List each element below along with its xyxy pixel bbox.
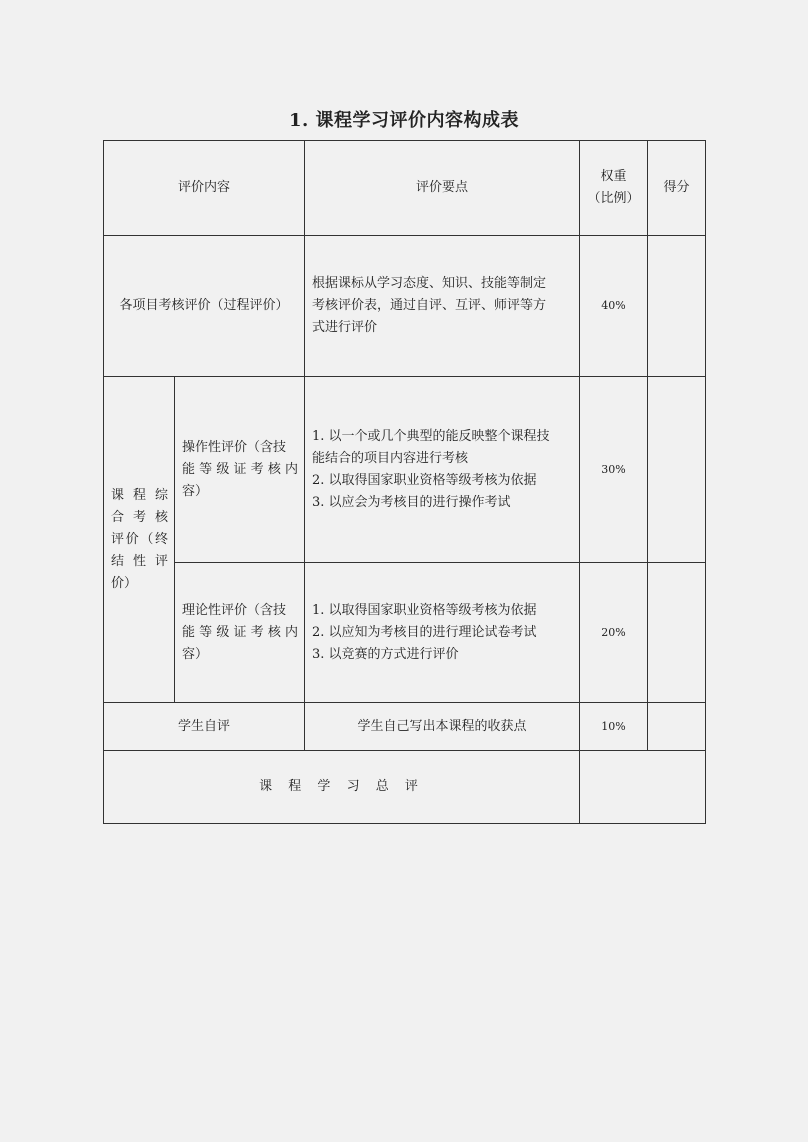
theory-weight: 20%	[580, 563, 648, 703]
theory-points-line-3: 3. 以竞赛的方式进行评价	[312, 646, 459, 662]
theory-content-line-3: 容）	[182, 646, 209, 662]
header-weight	[580, 141, 648, 236]
theory-points-line-1: 1. 以取得国家职业资格等级考核为依据	[312, 602, 537, 618]
operation-points-line-2: 能结合的项目内容进行考核	[312, 450, 469, 466]
operation-content-line-1: 操作性评价（含技	[182, 439, 287, 455]
summative-label	[104, 377, 175, 703]
self-weight: 10%	[580, 703, 648, 751]
theory-content	[175, 563, 305, 703]
project-score	[648, 236, 706, 377]
evaluation-table	[103, 140, 706, 824]
operation-points	[305, 377, 580, 563]
table-row-project	[104, 236, 706, 377]
operation-score	[648, 377, 706, 563]
header-weight-line2: （比例）	[587, 191, 640, 206]
header-content: 评价内容	[104, 141, 305, 236]
table-row-theory	[104, 563, 706, 703]
table-row-operation	[104, 377, 706, 563]
summative-label-line-1: 课 程 综	[111, 487, 168, 503]
operation-points-line-4: 3. 以应会为考核目的进行操作考试	[312, 494, 511, 510]
project-weight: 40%	[580, 236, 648, 377]
operation-points-line-1: 1. 以一个或几个典型的能反映整个课程技	[312, 428, 550, 444]
project-points-line-1: 根据课标从学习态度、知识、技能等制定	[312, 276, 547, 291]
header-points: 评价要点	[305, 141, 580, 236]
self-content: 学生自评	[104, 703, 305, 751]
summative-label-line-3: 评价（终	[111, 531, 168, 547]
project-points	[305, 236, 580, 377]
operation-content	[175, 377, 305, 563]
operation-content-line-3: 容）	[182, 483, 209, 499]
total-label: 课 程 学 习 总 评	[104, 751, 580, 824]
operation-points-line-3: 2. 以取得国家职业资格等级考核为依据	[312, 472, 537, 488]
operation-content-line-2: 能 等 级 证 考 核 内	[182, 461, 299, 477]
summative-label-line-5: 价）	[111, 575, 138, 591]
table-header-row	[104, 141, 706, 236]
project-content: 各项目考核评价（过程评价）	[104, 236, 305, 377]
total-score	[580, 751, 706, 824]
table-row-self	[104, 703, 706, 751]
theory-points	[305, 563, 580, 703]
summative-label-line-4: 结 性 评	[111, 553, 168, 569]
theory-content-line-2: 能 等 级 证 考 核 内	[182, 624, 299, 640]
theory-score	[648, 563, 706, 703]
operation-weight: 30%	[580, 377, 648, 563]
summative-label-line-2: 合 考 核	[111, 509, 168, 525]
theory-content-line-1: 理论性评价（含技	[182, 602, 287, 618]
project-points-line-2: 考核评价表，通过自评、互评、师评等方	[312, 298, 547, 313]
self-score	[648, 703, 706, 751]
page-title: 1. 课程学习评价内容构成表	[288, 110, 520, 131]
header-score: 得分	[648, 141, 706, 236]
self-points: 学生自己写出本课程的收获点	[305, 703, 580, 751]
table-row-total	[104, 751, 706, 824]
project-points-line-3: 式进行评价	[312, 320, 378, 335]
header-weight-line1: 权重	[600, 169, 627, 184]
theory-points-line-2: 2. 以应知为考核目的进行理论试卷考试	[312, 624, 537, 640]
